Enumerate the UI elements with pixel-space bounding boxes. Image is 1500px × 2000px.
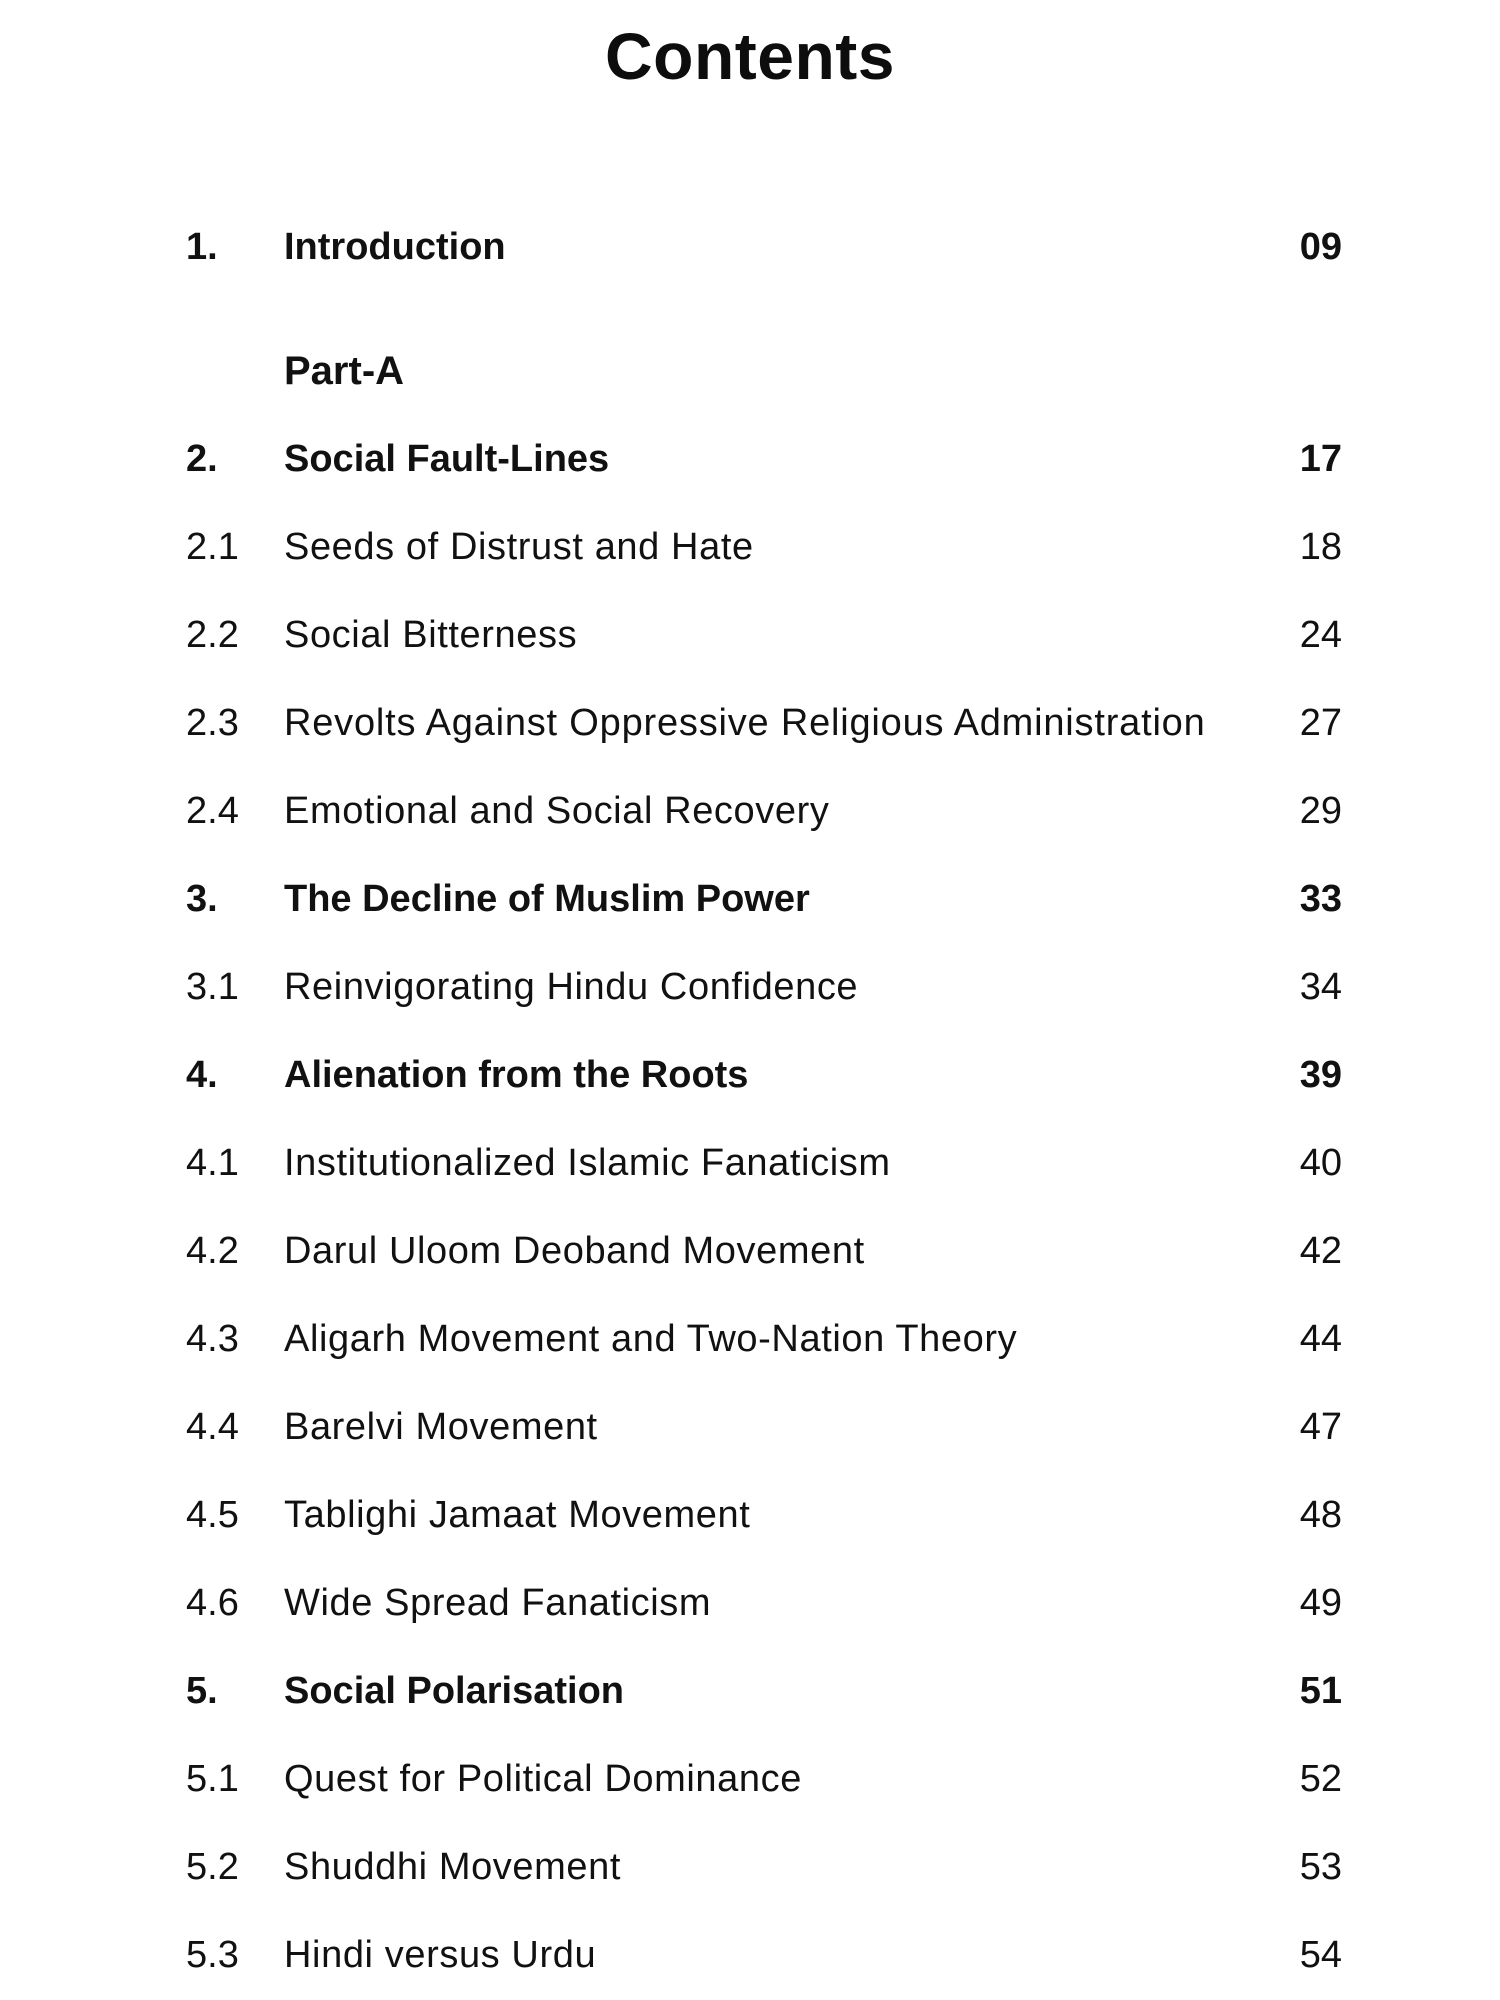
entry-number: 4.4 xyxy=(186,1406,239,1448)
toc-entry xyxy=(0,517,1500,577)
entry-number: 4.1 xyxy=(186,1142,239,1184)
entry-page: 34 xyxy=(1299,966,1342,1008)
toc-entry xyxy=(0,1749,1500,1809)
entry-page: 18 xyxy=(1299,526,1342,568)
toc-entry xyxy=(0,1837,1500,1897)
entry-title: Reinvigorating Hindu Confidence xyxy=(284,966,859,1008)
toc-entry xyxy=(0,1573,1500,1633)
page-title: Contents xyxy=(605,19,895,93)
entry-title: Emotional and Social Recovery xyxy=(284,790,830,832)
entry-title: Social Bitterness xyxy=(284,614,578,656)
entry-number: 4. xyxy=(186,1054,218,1096)
entry-number: 2.1 xyxy=(186,526,239,568)
entry-page: 52 xyxy=(1299,1758,1342,1800)
entry-title: Seeds of Distrust and Hate xyxy=(284,526,754,568)
entry-page: 44 xyxy=(1299,1318,1342,1360)
entry-page: 40 xyxy=(1299,1142,1342,1184)
toc-entry xyxy=(0,1485,1500,1545)
entry-title: The Decline of Muslim Power xyxy=(284,878,810,920)
entry-number: 2.4 xyxy=(186,790,239,832)
entry-title: Aligarh Movement and Two-Nation Theory xyxy=(284,1318,1018,1360)
entry-number: 4.5 xyxy=(186,1494,239,1536)
toc-entry xyxy=(0,693,1500,753)
entry-page: 27 xyxy=(1299,702,1342,744)
toc-entry-chapter-4 xyxy=(0,1045,1500,1105)
entry-title: Wide Spread Fanaticism xyxy=(284,1582,712,1624)
entry-title: Social Fault-Lines xyxy=(284,438,610,480)
entry-number: 2.3 xyxy=(186,702,239,744)
toc-part-heading xyxy=(0,341,1500,401)
toc-entry xyxy=(0,1925,1500,1985)
entry-number: 5. xyxy=(186,1670,218,1712)
entry-number: 5.3 xyxy=(186,1934,239,1976)
entry-page: 53 xyxy=(1299,1846,1342,1888)
entry-number: 5.1 xyxy=(186,1758,239,1800)
entry-page: 42 xyxy=(1299,1230,1342,1272)
entry-page: 09 xyxy=(1299,226,1342,268)
entry-number: 3.1 xyxy=(186,966,239,1008)
entry-number: 5.2 xyxy=(186,1846,239,1888)
entry-page: 29 xyxy=(1299,790,1342,832)
toc-entry xyxy=(0,1133,1500,1193)
entry-title: Social Polarisation xyxy=(284,1670,624,1712)
entry-page: 33 xyxy=(1299,878,1342,920)
entry-title: Darul Uloom Deoband Movement xyxy=(284,1230,865,1272)
toc-entry-chapter-3 xyxy=(0,869,1500,929)
toc-entry xyxy=(0,1221,1500,1281)
entry-number: 4.2 xyxy=(186,1230,239,1272)
entry-number: 2.2 xyxy=(186,614,239,656)
entry-number: 1. xyxy=(186,226,218,268)
entry-page: 17 xyxy=(1299,438,1342,480)
entry-page: 47 xyxy=(1299,1406,1342,1448)
entry-page: 48 xyxy=(1299,1494,1342,1536)
entry-page: 54 xyxy=(1299,1934,1342,1976)
entry-number: 4.6 xyxy=(186,1582,239,1624)
toc-entry xyxy=(0,1309,1500,1369)
entry-number: 3. xyxy=(186,878,218,920)
toc-entry-chapter-1 xyxy=(0,217,1500,277)
entry-title: Shuddhi Movement xyxy=(284,1846,622,1888)
entry-number: 4.3 xyxy=(186,1318,239,1360)
toc-entry-chapter-2 xyxy=(0,429,1500,489)
part-title: Part-A xyxy=(284,349,405,393)
toc-entry xyxy=(0,1397,1500,1457)
entry-title: Barelvi Movement xyxy=(284,1406,598,1448)
entry-title: Revolts Against Oppressive Religious Administration xyxy=(284,702,1206,744)
entry-title: Introduction xyxy=(284,226,506,268)
entry-title: Quest for Political Dominance xyxy=(284,1758,802,1800)
entry-page: 51 xyxy=(1299,1670,1342,1712)
entry-title: Hindi versus Urdu xyxy=(284,1934,597,1976)
entry-number: 2. xyxy=(186,438,218,480)
toc-entry xyxy=(0,781,1500,841)
entry-title: Alienation from the Roots xyxy=(284,1054,749,1096)
toc-entry xyxy=(0,957,1500,1017)
entry-title: Tablighi Jamaat Movement xyxy=(284,1494,751,1536)
toc-entry xyxy=(0,605,1500,665)
entry-title: Institutionalized Islamic Fanaticism xyxy=(284,1142,891,1184)
entry-page: 49 xyxy=(1299,1582,1342,1624)
toc-entry-chapter-5 xyxy=(0,1661,1500,1721)
entry-page: 39 xyxy=(1299,1054,1342,1096)
entry-page: 24 xyxy=(1299,614,1342,656)
